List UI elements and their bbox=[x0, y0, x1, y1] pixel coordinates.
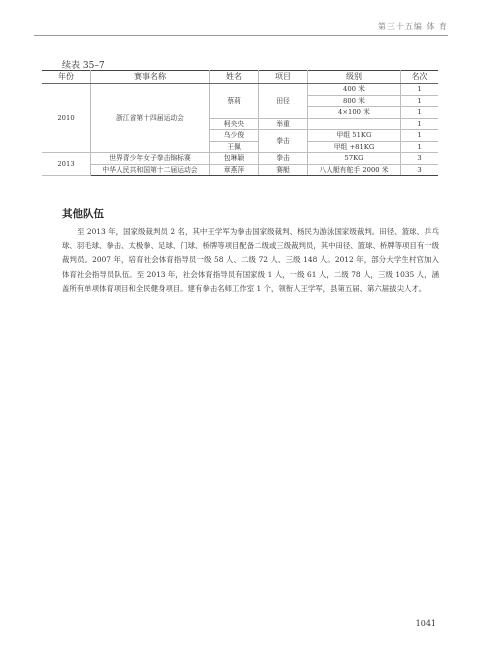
col-rank: 名次 bbox=[401, 71, 439, 84]
cell-level: 甲组 51KG bbox=[308, 130, 401, 142]
cell-level: 400 米 bbox=[308, 84, 401, 96]
table-row bbox=[42, 84, 438, 96]
cell-rank: 3 bbox=[401, 153, 439, 165]
cell-event: 浙江省第十四届运动会 bbox=[91, 84, 210, 153]
section-heading: 其他队伍 bbox=[62, 208, 104, 220]
cell-rank: 1 bbox=[401, 130, 439, 142]
cell-rank: 3 bbox=[401, 164, 439, 176]
cell-level: 57KG bbox=[308, 153, 401, 165]
header-divider bbox=[34, 35, 448, 36]
cell-name: 王佩 bbox=[210, 141, 259, 153]
table-row bbox=[42, 164, 438, 176]
col-name: 姓名 bbox=[210, 71, 259, 84]
cell-level bbox=[308, 118, 401, 130]
cell-rank: 1 bbox=[401, 84, 439, 96]
cell-item: 赛艇 bbox=[259, 164, 308, 176]
cell-name: 包琳颖 bbox=[210, 153, 259, 165]
cell-item: 拳击 bbox=[259, 130, 308, 153]
cell-year: 2010 bbox=[42, 84, 91, 153]
col-event: 赛事名称 bbox=[91, 71, 210, 84]
body-paragraph: 至 2013 年，国家级裁判员 2 名，其中王学军为拳击国家级裁判、杨民为游泳国家级裁判。田径、篮球、乒乓球、羽毛球、拳击、太极拳、足球、门球、桥牌等项目配备二级或三级裁判员，其中田径、篮球、桥牌等项目有一级裁判员。2007 年，培育社会体育指导员一级 58 人、二级 72 人、三级 148 人。2012 年，部分大学生村官加入体育社会指导员队伍。至 2013 年，社会体育指导员有国家级 1 人，一级 61 人，二级 78 人，三级 1035 人，涵盖所有单项体育项目和全民健身项目。建有拳击名师工作室 1 个，领衔人王学军，县第五届、第六届拔尖人才。 bbox=[62, 227, 439, 293]
running-header: 第三十五编 体 育 bbox=[377, 22, 448, 31]
cell-name: 柯央央 bbox=[210, 118, 259, 130]
cell-event: 世界青少年女子拳击锦标赛 bbox=[91, 153, 210, 165]
cell-year: 2013 bbox=[42, 153, 91, 176]
col-year: 年份 bbox=[42, 71, 91, 84]
cell-rank: 1 bbox=[401, 141, 439, 153]
cell-rank: 1 bbox=[401, 107, 439, 119]
table-header-row bbox=[42, 71, 438, 84]
col-level: 级别 bbox=[308, 71, 401, 84]
cell-level: 八人艇有舵手 2000 米 bbox=[308, 164, 401, 176]
cell-name: 蔡莉 bbox=[210, 84, 259, 119]
cell-item: 拳击 bbox=[259, 153, 308, 165]
cell-rank: 1 bbox=[401, 95, 439, 107]
cell-name: 章燕萍 bbox=[210, 164, 259, 176]
page-number: 1041 bbox=[415, 619, 436, 628]
cell-name: 乌少俊 bbox=[210, 130, 259, 142]
cell-rank: 1 bbox=[401, 118, 439, 130]
cell-level: 800 米 bbox=[308, 95, 401, 107]
cell-item: 田径 bbox=[259, 84, 308, 119]
table-title: 续表 35–7 bbox=[62, 61, 105, 71]
cell-event: 中华人民共和国第十二届运动会 bbox=[91, 164, 210, 176]
results-table bbox=[42, 70, 438, 176]
cell-level: 4×100 米 bbox=[308, 107, 401, 119]
table-row bbox=[42, 153, 438, 165]
cell-item: 举重 bbox=[259, 118, 308, 130]
cell-level: 甲组 +81KG bbox=[308, 141, 401, 153]
col-item: 项目 bbox=[259, 71, 308, 84]
